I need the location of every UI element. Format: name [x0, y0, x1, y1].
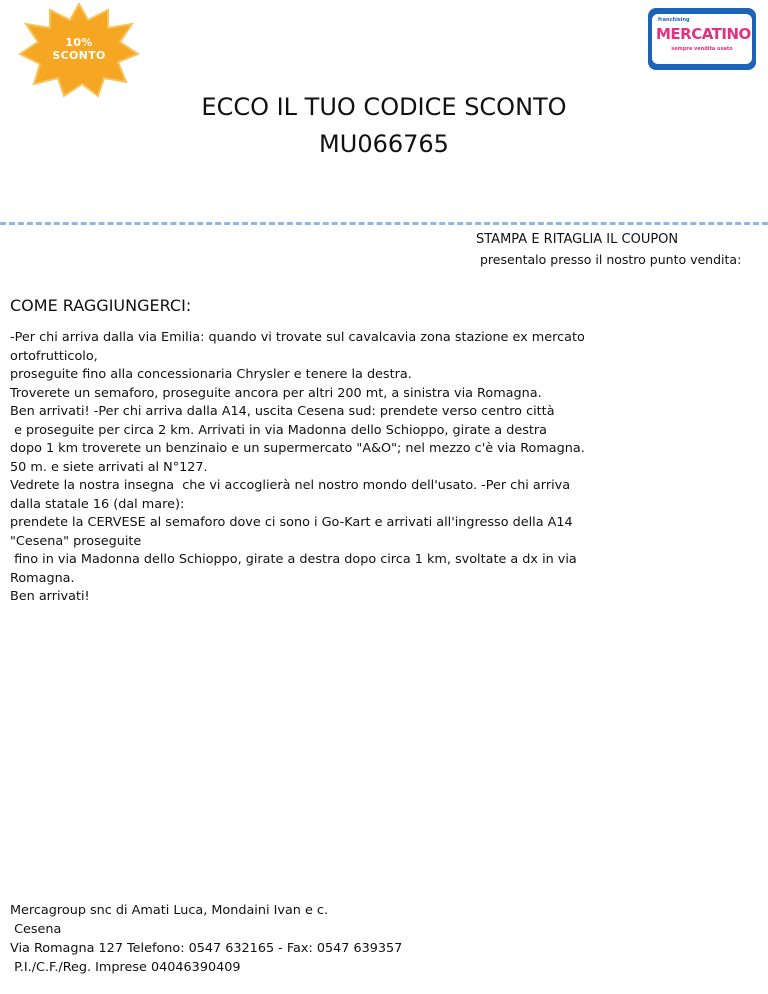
badge-label: SCONTO — [52, 49, 106, 62]
directions-line: e proseguite per circa 2 km. Arrivati in via Madonna dello Schioppo, girate a destra — [10, 422, 547, 438]
directions-line: dalla statale 16 (dal mare): — [10, 496, 185, 512]
discount-code: MU066765 — [319, 130, 449, 158]
badge-percent: 10% — [65, 36, 93, 49]
directions-line: Ben arrivati! -Per chi arriva dalla A14, uscita Cesena sud: prendete verso centro città — [10, 404, 555, 419]
logo-brand-text: MERCATINO — [656, 25, 751, 43]
footer-address-phone: Via Romagna 127 Telefono: 0547 632165 - Fax: 0547 639357 — [10, 941, 403, 956]
directions-line: Troverete un semaforo, proseguite ancora per altri 200 mt, a sinistra via Romagna. — [10, 385, 542, 401]
directions-line: -Per chi arriva dalla via Emilia: quando vi trovate sul cavalcavia zona stazione ex mercato — [10, 330, 585, 345]
footer-vat: P.I./C.F./Reg. Imprese 04046390409 — [10, 960, 241, 975]
logo-tagline: sempre vendita usato — [671, 46, 733, 52]
logo-franchising-text: franchising — [658, 17, 690, 23]
directions-line: ortofrutticolo, — [10, 348, 98, 364]
directions-heading: COME RAGGIUNGERCI: — [10, 296, 192, 315]
page-title: ECCO IL TUO CODICE SCONTO — [201, 93, 567, 121]
footer-company-name: Mercagroup snc di Amati Luca, Mondaini Ivan e c. — [10, 903, 329, 918]
directions-line: dopo 1 km troverete un benzinaio e un supermercato "A&O"; nel mezzo c'è via Romagna. — [10, 441, 585, 456]
coupon-cut-line — [0, 222, 768, 225]
directions-line: Romagna. — [10, 570, 75, 586]
discount-badge — [18, 2, 140, 98]
directions-line: prendete la CERVESE al semaforo dove ci sono i Go-Kart e arrivati all'ingresso della A14 — [10, 515, 573, 530]
present-instruction: presentalo presso il nostro punto vendita: — [480, 252, 742, 267]
directions-text — [10, 329, 750, 607]
mercatino-logo — [648, 8, 756, 70]
directions-line: "Cesena" proseguite — [10, 533, 142, 549]
print-instruction: STAMPA E RITAGLIA IL COUPON — [476, 232, 679, 247]
directions-line: 50 m. e siete arrivati al N°127. — [10, 459, 208, 475]
directions-line: proseguite fino alla concessionaria Chrysler e tenere la destra. — [10, 367, 412, 382]
footer-city: Cesena — [10, 922, 62, 937]
directions-line: Ben arrivati! — [10, 589, 90, 604]
directions-line: fino in via Madonna dello Schioppo, girate a destra dopo circa 1 km, svoltate a dx in via — [10, 552, 577, 567]
directions-line: Vedrete la nostra insegna che vi accoglierà nel nostro mondo dell'usato. -Per chi arriva — [10, 478, 571, 493]
company-footer — [10, 901, 402, 977]
